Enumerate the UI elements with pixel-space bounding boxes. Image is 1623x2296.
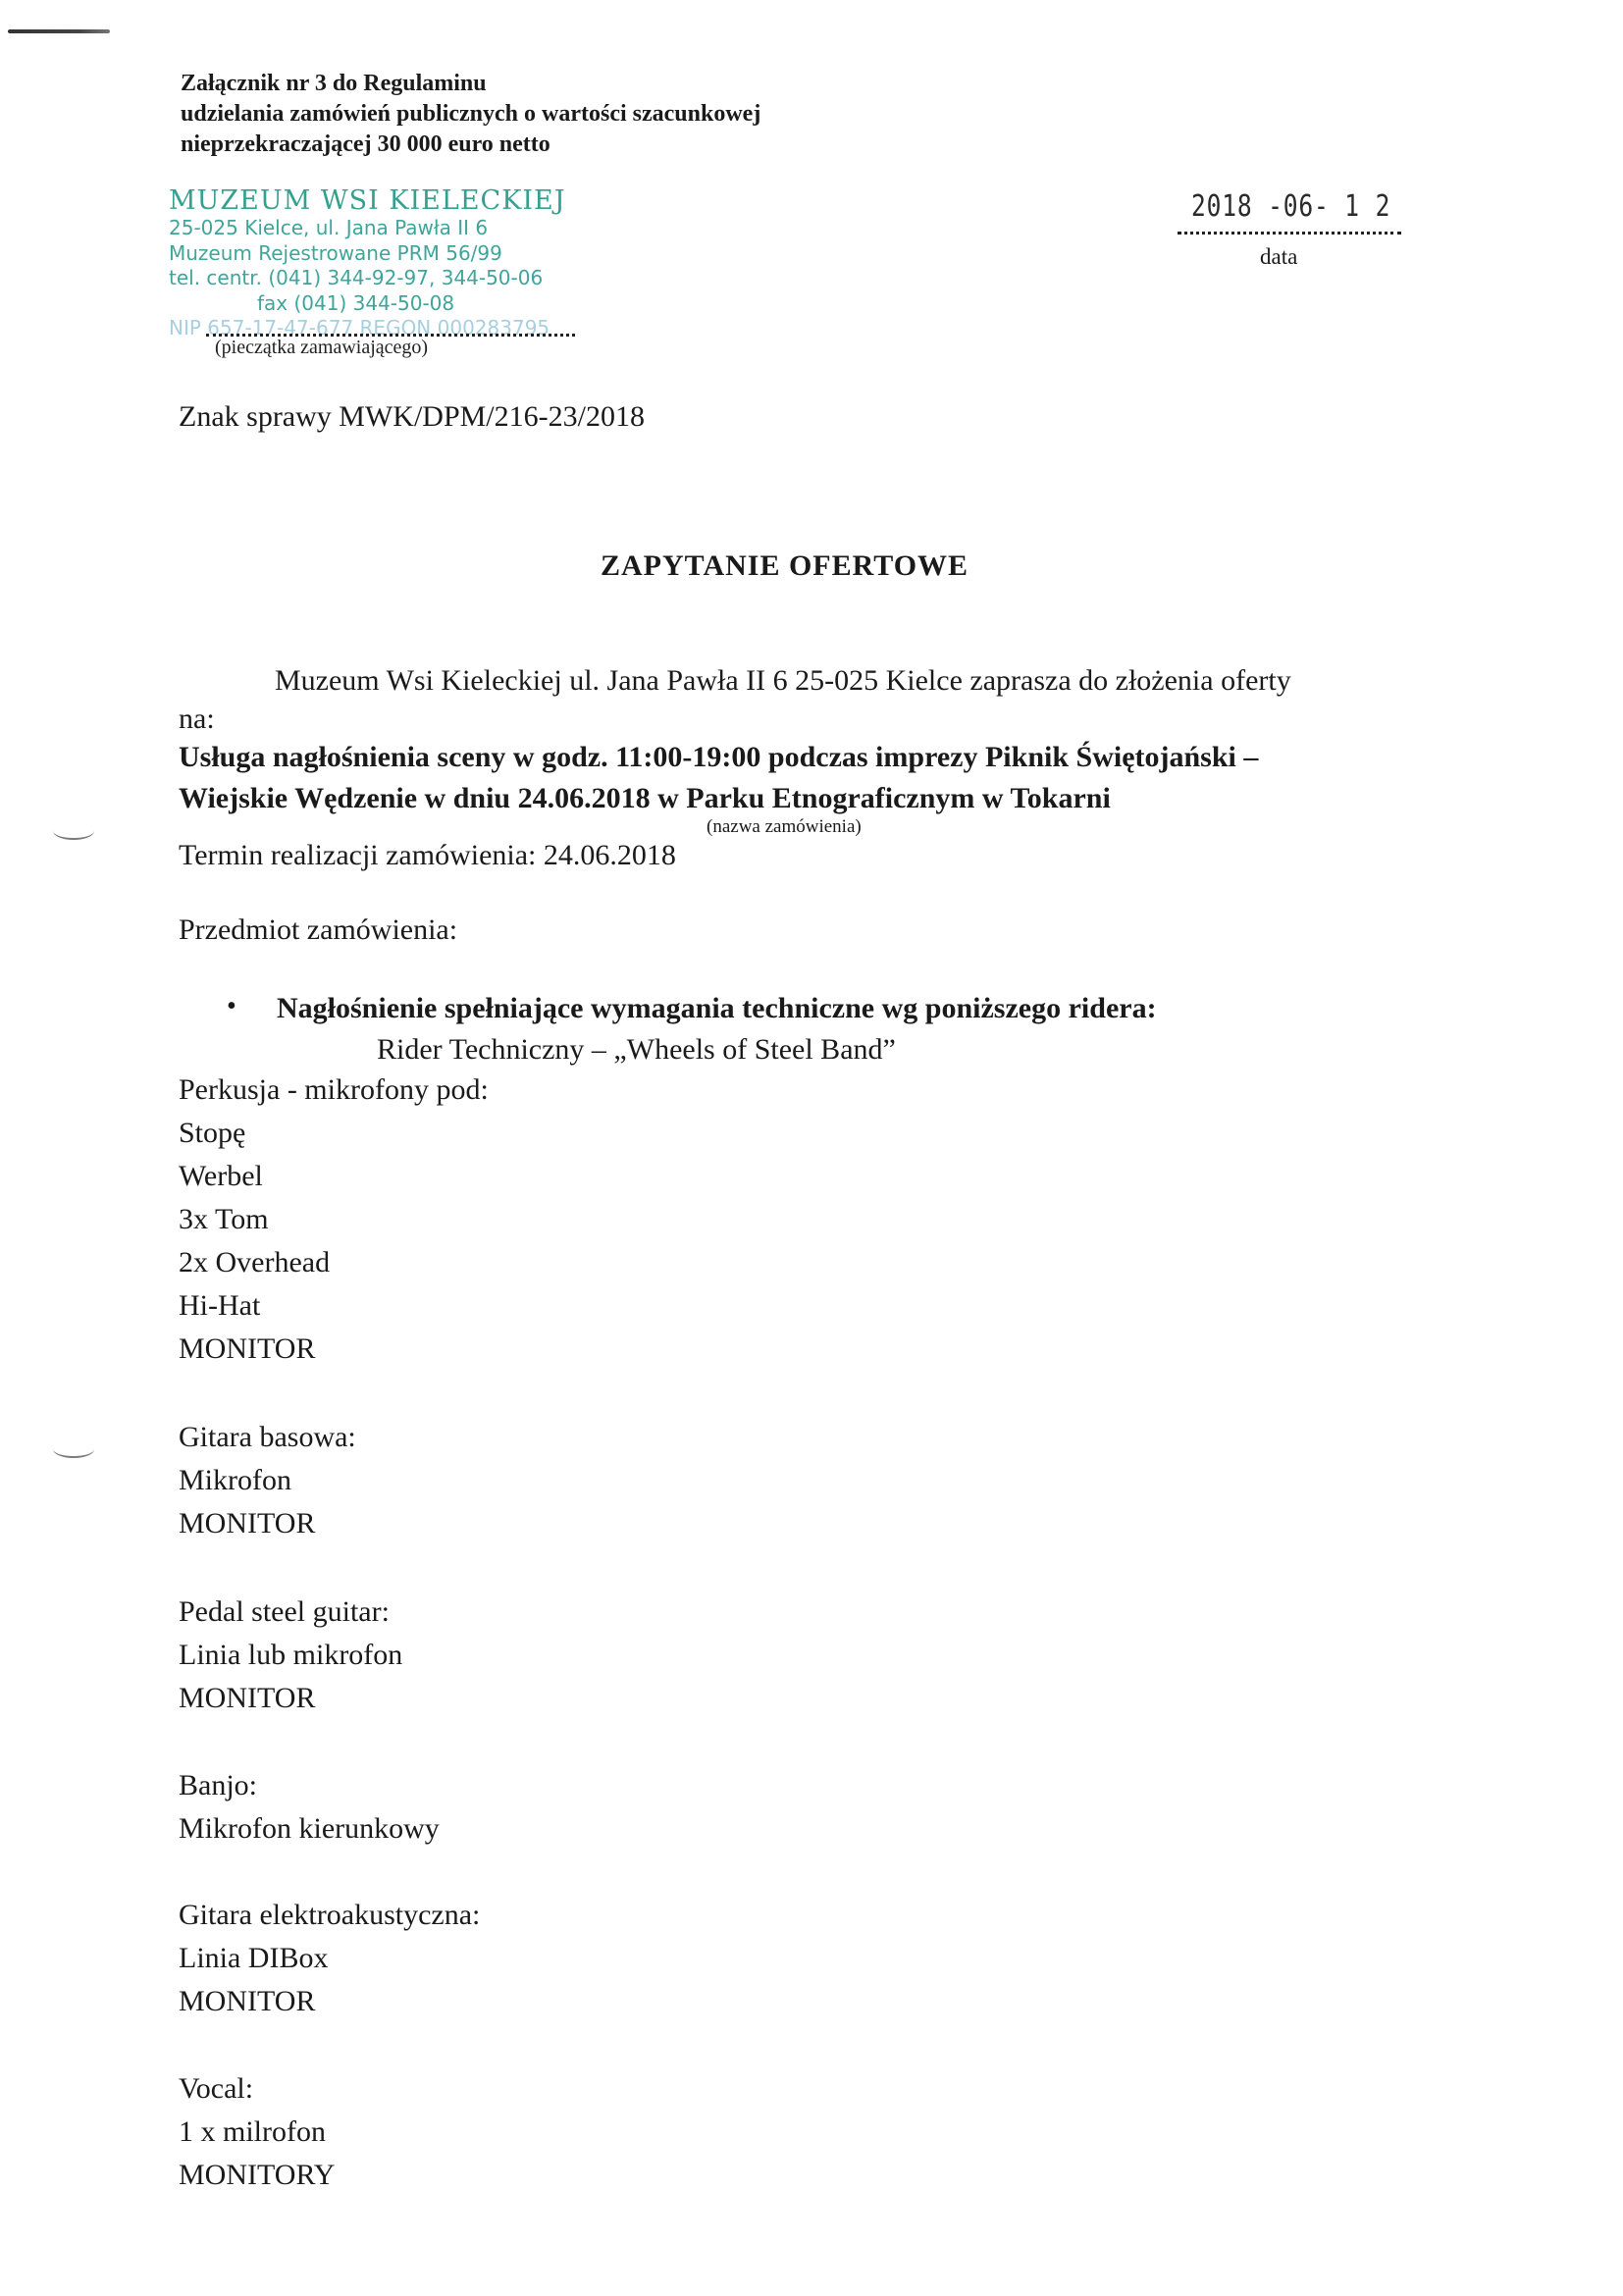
institution-stamp [169,186,566,341]
date-caption: data [1260,244,1298,269]
rider-group-banjo [179,1764,440,1851]
order-name-line: Usługa nagłośnienia sceny w godz. 11:00-19:00 podczas imprezy Piknik Świętojański – [179,741,1259,773]
intro-text: Muzeum Wsi Kieleckiej ul. Jana Pawła II 6 25-025 Kielce zaprasza do złożenia oferty [275,664,1291,697]
list-item: Linia DIBox [179,1942,329,1974]
stamp-line: Muzeum Rejestrowane PRM 56/99 [169,240,502,265]
deadline: Termin realizacji zamówienia: 24.06.2018 [179,839,676,871]
group-heading: Pedal steel guitar: [179,1595,390,1628]
list-item: Hi-Hat [179,1289,261,1322]
order-name-line: Wiejskie Wędzenie w dniu 24.06.2018 w Parku Etnograficznym w Tokarni [179,782,1111,814]
bullet-icon: • [227,991,236,1021]
stamp-caption: (pieczątka zamawiającego) [215,337,429,358]
group-heading: Gitara elektroakustyczna: [179,1899,481,1931]
list-item: 2x Overhead [179,1246,331,1278]
list-item: Werbel [179,1160,263,1192]
group-heading: Banjo: [179,1769,257,1801]
order-name-caption: (nazwa zamówienia) [707,816,862,837]
annex-note-line: udzielania zamówień publicznych o wartości szacunkowej [181,101,761,127]
binder-hole-mark [53,1440,94,1458]
list-item: MONITORY [179,2159,336,2191]
annex-note [181,69,760,160]
list-item: Mikrofon [179,1464,291,1496]
stamp-line: 25-025 Kielce, ul. Jana Pawła II 6 [169,216,489,239]
list-item: MONITOR [179,1985,316,2017]
intro-continuation: na: [179,703,215,735]
list-item: MONITOR [179,1507,316,1539]
date-dotted-line [1178,232,1401,235]
stamp-line: fax (041) 344-50-08 [257,290,455,315]
rider-title: Rider Techniczny – „Wheels of Steel Band” [377,1033,896,1066]
document-title: ZAPYTANIE OFERTOWE [601,549,969,582]
rider-group-vocal [179,2067,335,2197]
scan-artifact-line [8,29,110,33]
binder-hole-mark [53,822,94,840]
list-item: MONITOR [179,1682,316,1714]
stamp-line: MUZEUM WSI KIELECKIEJ [169,185,566,216]
subject-label: Przedmiot zamówienia: [179,913,458,946]
case-number: Znak sprawy MWK/DPM/216-23/2018 [179,400,645,433]
list-item: Stopę [179,1117,246,1149]
stamp-line: tel. centr. (041) 344-92-97, 344-50-06 [169,266,544,289]
group-heading: Perkusja - mikrofony pod: [179,1073,489,1106]
list-item: Mikrofon kierunkowy [179,1812,440,1845]
list-item: Linia lub mikrofon [179,1639,403,1671]
rider-group-pedal-steel [179,1591,402,1720]
order-name [179,737,1258,819]
rider-group-electro-acoustic [179,1894,480,2023]
annex-note-line: Załącznik nr 3 do Regulaminu [181,71,487,96]
list-item: MONITOR [179,1332,316,1365]
stamp-line-faint: NIP 657-17-47-677 REGON 000283795 [169,316,550,339]
group-heading: Vocal: [179,2072,254,2105]
bullet-text: Nagłośnienie spełniające wymagania techniczne wg poniższego ridera: [277,992,1157,1024]
list-item: 1 x milrofon [179,2115,326,2148]
list-item: 3x Tom [179,1203,269,1235]
group-heading: Gitara basowa: [179,1421,356,1453]
date-stamp: 2018 -06- 1 2 [1191,189,1391,224]
rider-group-bass [179,1416,356,1545]
annex-note-line: nieprzekraczającej 30 000 euro netto [181,131,550,157]
rider-group-drums [179,1069,489,1371]
